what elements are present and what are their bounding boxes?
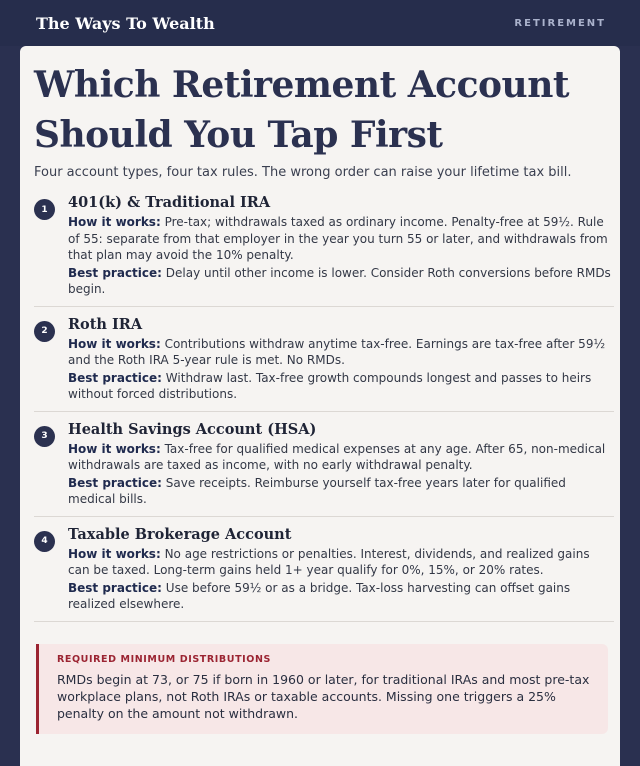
best-practice-row bbox=[68, 265, 614, 298]
how-it-works-text: Pre-tax; withdrawals taxed as ordinary income. Penalty-free at 59½. Rule of 55: separate from that employer in the year you turn 55 or later, and withdrawals from that plan may avoid the 10% penalty. bbox=[68, 215, 608, 262]
how-it-works-row bbox=[68, 214, 614, 264]
how-it-works-text: Tax-free for qualified medical expenses at any age. After 65, non-medical withdrawals are taxed as income, with no early withdrawal penalty. bbox=[68, 441, 606, 472]
how-it-works-row bbox=[68, 546, 614, 579]
item-number-badge: 3 bbox=[34, 426, 55, 447]
how-it-works-label: How it works: bbox=[68, 215, 161, 229]
best-practice-row bbox=[68, 475, 614, 508]
best-practice-label: Best practice: bbox=[68, 370, 162, 385]
item-title: Roth IRA bbox=[68, 315, 143, 333]
item-number-badge: 1 bbox=[34, 199, 55, 220]
account-item-401k bbox=[34, 185, 614, 307]
item-title: Health Savings Account (HSA) bbox=[68, 420, 317, 438]
best-practice-text: Save receipts. Reimburse yourself tax-free years later for qualified medical bills. bbox=[68, 475, 566, 506]
best-practice-row bbox=[68, 370, 614, 403]
how-it-works-label: How it works: bbox=[68, 336, 161, 351]
page-title-line-1: Which Retirement Account bbox=[34, 64, 569, 106]
how-it-works-row bbox=[68, 336, 614, 369]
item-number-badge: 4 bbox=[34, 531, 55, 552]
best-practice-label: Best practice: bbox=[68, 265, 162, 280]
how-it-works-text: No age restrictions or penalties. Interest, dividends, and realized gains can be taxed. Long-term gains held 1+ year qualify for 0%, 15%, or 20% rates. bbox=[68, 546, 590, 577]
best-practice-text: Delay until other income is lower. Consider Roth conversions before RMDs begin. bbox=[68, 265, 611, 296]
account-item-taxable-brokerage bbox=[34, 517, 614, 622]
account-item-hsa bbox=[34, 412, 614, 517]
article-content bbox=[34, 60, 614, 622]
page-title bbox=[34, 60, 614, 160]
item-title: Taxable Brokerage Account bbox=[68, 525, 292, 543]
best-practice-text: Use before 59½ or as a bridge. Tax-loss harvesting can offset gains realized elsewhere. bbox=[68, 580, 571, 611]
rmd-callout bbox=[36, 644, 608, 734]
page-subtitle: Four account types, four tax rules. The wrong order can raise your lifetime tax bill. bbox=[34, 165, 572, 180]
best-practice-row bbox=[68, 580, 614, 613]
top-bar bbox=[0, 0, 640, 46]
best-practice-text: Withdraw last. Tax-free growth compounds longest and passes to heirs without forced distributions. bbox=[68, 370, 592, 401]
item-number-badge: 2 bbox=[34, 321, 55, 342]
how-it-works-label: How it works: bbox=[68, 441, 161, 456]
section-tag: RETIREMENT bbox=[514, 17, 606, 29]
callout-label: REQUIRED MINIMUM DISTRIBUTIONS bbox=[57, 654, 271, 665]
page-title-line-2: Should You Tap First bbox=[34, 114, 443, 156]
how-it-works-row bbox=[68, 441, 614, 474]
best-practice-label: Best practice: bbox=[68, 580, 162, 595]
best-practice-label: Best practice: bbox=[68, 475, 162, 490]
article-sheet bbox=[20, 46, 620, 766]
brand-name: The Ways To Wealth bbox=[36, 13, 215, 33]
item-title: 401(k) & Traditional IRA bbox=[68, 194, 271, 211]
how-it-works-label: How it works: bbox=[68, 546, 161, 561]
account-item-roth-ira bbox=[34, 307, 614, 412]
how-it-works-text: Contributions withdraw anytime tax-free. Earnings are tax-free after 59½ and the Roth IRA 5-year rule is met. No RMDs. bbox=[68, 336, 606, 367]
callout-text: RMDs begin at 73, or 75 if born in 1960 or later, for traditional IRAs and most pre-tax workplace plans, not Roth IRAs or taxable accounts. Missing one triggers a 25% penalty on the amount not withdrawn. bbox=[57, 672, 590, 721]
